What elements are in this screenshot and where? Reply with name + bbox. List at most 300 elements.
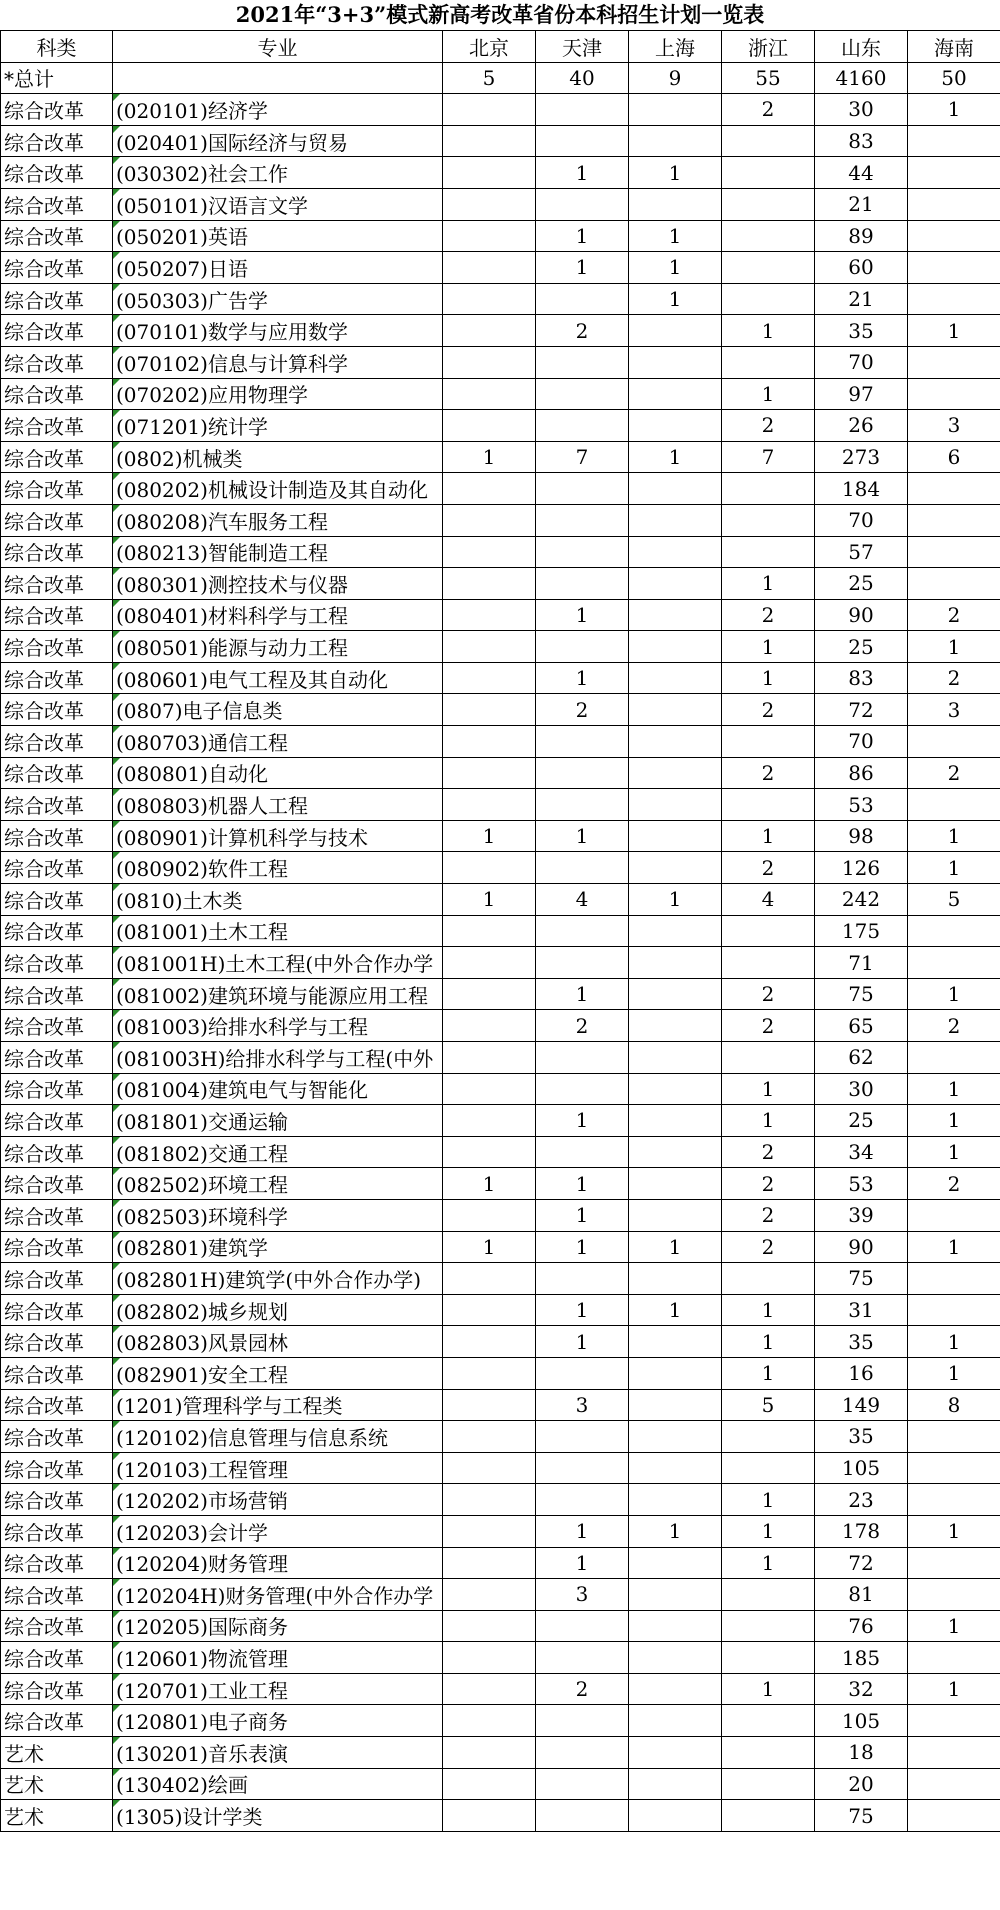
beijing-cell[interactable] — [443, 188, 536, 220]
hainan-cell[interactable] — [908, 125, 1000, 157]
beijing-cell[interactable] — [443, 1452, 536, 1484]
category-cell[interactable]: 综合改革 — [1, 1168, 113, 1200]
category-cell[interactable]: 综合改革 — [1, 1421, 113, 1453]
shanghai-cell[interactable] — [629, 1010, 722, 1042]
beijing-cell[interactable]: 1 — [443, 441, 536, 473]
major-cell[interactable]: (0807)电子信息类 — [113, 694, 443, 726]
beijing-cell[interactable] — [443, 1579, 536, 1611]
major-cell[interactable]: (050303)广告学 — [113, 283, 443, 315]
shandong-cell[interactable]: 90 — [815, 1231, 908, 1263]
hainan-cell[interactable] — [908, 726, 1000, 758]
shandong-cell[interactable]: 72 — [815, 1547, 908, 1579]
zhejiang-cell[interactable]: 1 — [722, 631, 815, 663]
zhejiang-cell[interactable]: 1 — [722, 820, 815, 852]
tianjin-cell[interactable] — [536, 1263, 629, 1295]
zhejiang-cell[interactable] — [722, 726, 815, 758]
category-cell[interactable]: 艺术 — [1, 1737, 113, 1769]
shandong-cell[interactable]: 72 — [815, 694, 908, 726]
shandong-cell[interactable]: 126 — [815, 852, 908, 884]
zhejiang-cell[interactable] — [722, 1768, 815, 1800]
shanghai-cell[interactable] — [629, 1705, 722, 1737]
beijing-cell[interactable] — [443, 978, 536, 1010]
major-cell[interactable]: (130402)绘画 — [113, 1768, 443, 1800]
shanghai-cell[interactable] — [629, 346, 722, 378]
shandong-cell[interactable]: 35 — [815, 1326, 908, 1358]
category-cell[interactable]: 综合改革 — [1, 220, 113, 252]
hainan-cell[interactable] — [908, 1452, 1000, 1484]
tianjin-cell[interactable] — [536, 1800, 629, 1832]
tianjin-cell[interactable]: 1 — [536, 157, 629, 189]
hainan-cell[interactable] — [908, 1421, 1000, 1453]
beijing-cell[interactable] — [443, 1042, 536, 1074]
zhejiang-cell[interactable]: 2 — [722, 694, 815, 726]
zhejiang-cell[interactable] — [722, 220, 815, 252]
shanghai-cell[interactable] — [629, 536, 722, 568]
shanghai-cell[interactable] — [629, 915, 722, 947]
category-cell[interactable]: 综合改革 — [1, 1610, 113, 1642]
category-cell[interactable]: 综合改革 — [1, 188, 113, 220]
category-cell[interactable]: 综合改革 — [1, 1673, 113, 1705]
beijing-cell[interactable] — [443, 726, 536, 758]
tianjin-cell[interactable]: 2 — [536, 1010, 629, 1042]
shanghai-cell[interactable] — [629, 410, 722, 442]
beijing-cell[interactable] — [443, 1484, 536, 1516]
zhejiang-cell[interactable] — [722, 1263, 815, 1295]
beijing-cell[interactable]: 1 — [443, 1168, 536, 1200]
beijing-cell[interactable] — [443, 378, 536, 410]
shanghai-cell[interactable] — [629, 1263, 722, 1295]
category-cell[interactable]: 综合改革 — [1, 1010, 113, 1042]
shanghai-cell[interactable] — [629, 1673, 722, 1705]
zhejiang-cell[interactable]: 1 — [722, 1073, 815, 1105]
shandong-cell[interactable]: 34 — [815, 1136, 908, 1168]
tianjin-cell[interactable] — [536, 536, 629, 568]
shanghai-cell[interactable] — [629, 1768, 722, 1800]
category-cell[interactable]: 综合改革 — [1, 473, 113, 505]
shandong-cell[interactable]: 89 — [815, 220, 908, 252]
shandong-cell[interactable]: 98 — [815, 820, 908, 852]
shanghai-cell[interactable]: 1 — [629, 252, 722, 284]
hainan-cell[interactable] — [908, 1800, 1000, 1832]
shanghai-cell[interactable]: 1 — [629, 1231, 722, 1263]
hainan-cell[interactable]: 1 — [908, 978, 1000, 1010]
hainan-cell[interactable]: 2 — [908, 1168, 1000, 1200]
shanghai-cell[interactable]: 1 — [629, 157, 722, 189]
major-cell[interactable]: (080501)能源与动力工程 — [113, 631, 443, 663]
category-cell[interactable]: 综合改革 — [1, 315, 113, 347]
shandong-cell[interactable]: 70 — [815, 726, 908, 758]
shandong-cell[interactable]: 30 — [815, 94, 908, 126]
zhejiang-cell[interactable] — [722, 125, 815, 157]
hainan-cell[interactable] — [908, 536, 1000, 568]
tianjin-cell[interactable] — [536, 504, 629, 536]
hainan-cell[interactable]: 1 — [908, 820, 1000, 852]
shandong-cell[interactable]: 97 — [815, 378, 908, 410]
beijing-cell[interactable] — [443, 125, 536, 157]
shanghai-cell[interactable] — [629, 1073, 722, 1105]
tianjin-cell[interactable] — [536, 410, 629, 442]
major-cell[interactable]: (050207)日语 — [113, 252, 443, 284]
hainan-cell[interactable] — [908, 283, 1000, 315]
category-cell[interactable]: 综合改革 — [1, 947, 113, 979]
beijing-cell[interactable] — [443, 1199, 536, 1231]
tianjin-cell[interactable]: 1 — [536, 820, 629, 852]
zhejiang-cell[interactable]: 2 — [722, 1231, 815, 1263]
tianjin-cell[interactable] — [536, 568, 629, 600]
beijing-cell[interactable] — [443, 536, 536, 568]
shanghai-cell[interactable] — [629, 852, 722, 884]
category-cell[interactable]: 综合改革 — [1, 157, 113, 189]
hainan-cell[interactable]: 1 — [908, 1673, 1000, 1705]
hainan-cell[interactable]: 5 — [908, 884, 1000, 916]
shanghai-cell[interactable]: 1 — [629, 220, 722, 252]
beijing-cell[interactable] — [443, 157, 536, 189]
hainan-cell[interactable]: 2 — [908, 599, 1000, 631]
hainan-cell[interactable]: 3 — [908, 410, 1000, 442]
shanghai-cell[interactable] — [629, 947, 722, 979]
shandong-cell[interactable]: 20 — [815, 1768, 908, 1800]
shandong-cell[interactable]: 32 — [815, 1673, 908, 1705]
zhejiang-cell[interactable]: 2 — [722, 852, 815, 884]
shanghai-cell[interactable] — [629, 1389, 722, 1421]
category-cell[interactable]: 综合改革 — [1, 662, 113, 694]
major-cell[interactable]: (082901)安全工程 — [113, 1357, 443, 1389]
major-cell[interactable]: (080901)计算机科学与技术 — [113, 820, 443, 852]
shandong-cell[interactable]: 81 — [815, 1579, 908, 1611]
category-cell[interactable]: 综合改革 — [1, 1326, 113, 1358]
category-cell[interactable]: 综合改革 — [1, 283, 113, 315]
major-cell[interactable]: (1201)管理科学与工程类 — [113, 1389, 443, 1421]
tianjin-cell[interactable] — [536, 726, 629, 758]
tianjin-cell[interactable]: 1 — [536, 1168, 629, 1200]
tianjin-cell[interactable] — [536, 1642, 629, 1674]
shanghai-cell[interactable] — [629, 1105, 722, 1137]
major-cell[interactable]: (081003H)给排水科学与工程(中外 — [113, 1042, 443, 1074]
shandong-cell[interactable]: 53 — [815, 789, 908, 821]
shandong-cell[interactable]: 39 — [815, 1199, 908, 1231]
beijing-cell[interactable] — [443, 1357, 536, 1389]
category-cell[interactable]: 综合改革 — [1, 1547, 113, 1579]
shanghai-cell[interactable] — [629, 694, 722, 726]
category-cell[interactable]: 综合改革 — [1, 820, 113, 852]
hainan-cell[interactable]: 2 — [908, 1010, 1000, 1042]
tianjin-cell[interactable] — [536, 1136, 629, 1168]
zhejiang-cell[interactable] — [722, 1705, 815, 1737]
beijing-cell[interactable]: 1 — [443, 1231, 536, 1263]
shanghai-cell[interactable] — [629, 125, 722, 157]
hainan-cell[interactable]: 8 — [908, 1389, 1000, 1421]
tianjin-cell[interactable]: 1 — [536, 252, 629, 284]
hainan-cell[interactable]: 1 — [908, 1136, 1000, 1168]
major-cell[interactable]: (030302)社会工作 — [113, 157, 443, 189]
hainan-cell[interactable] — [908, 220, 1000, 252]
tianjin-cell[interactable]: 1 — [536, 1515, 629, 1547]
beijing-cell[interactable] — [443, 1073, 536, 1105]
major-cell[interactable]: (080902)软件工程 — [113, 852, 443, 884]
hainan-cell[interactable] — [908, 1768, 1000, 1800]
category-cell[interactable]: 综合改革 — [1, 599, 113, 631]
beijing-cell[interactable] — [443, 315, 536, 347]
zhejiang-cell[interactable]: 2 — [722, 1168, 815, 1200]
beijing-cell[interactable] — [443, 1421, 536, 1453]
beijing-cell[interactable] — [443, 220, 536, 252]
hainan-cell[interactable] — [908, 1705, 1000, 1737]
major-cell[interactable]: (020401)国际经济与贸易 — [113, 125, 443, 157]
hainan-cell[interactable] — [908, 1642, 1000, 1674]
tianjin-cell[interactable] — [536, 94, 629, 126]
shandong-cell[interactable]: 71 — [815, 947, 908, 979]
beijing-cell[interactable] — [443, 662, 536, 694]
shanghai-cell[interactable] — [629, 188, 722, 220]
beijing-cell[interactable]: 5 — [443, 62, 536, 94]
major-cell[interactable]: (082801)建筑学 — [113, 1231, 443, 1263]
zhejiang-cell[interactable]: 2 — [722, 1199, 815, 1231]
tianjin-cell[interactable]: 2 — [536, 315, 629, 347]
shandong-cell[interactable]: 62 — [815, 1042, 908, 1074]
major-cell[interactable]: (070102)信息与计算科学 — [113, 346, 443, 378]
tianjin-cell[interactable]: 4 — [536, 884, 629, 916]
beijing-cell[interactable] — [443, 1673, 536, 1705]
beijing-cell[interactable] — [443, 599, 536, 631]
shandong-cell[interactable]: 70 — [815, 346, 908, 378]
shandong-cell[interactable]: 65 — [815, 1010, 908, 1042]
hainan-cell[interactable] — [908, 1579, 1000, 1611]
tianjin-cell[interactable]: 1 — [536, 1105, 629, 1137]
zhejiang-cell[interactable]: 1 — [722, 1326, 815, 1358]
shanghai-cell[interactable] — [629, 978, 722, 1010]
tianjin-cell[interactable]: 1 — [536, 1547, 629, 1579]
category-cell[interactable]: 综合改革 — [1, 1389, 113, 1421]
shandong-cell[interactable]: 21 — [815, 283, 908, 315]
category-cell[interactable]: 综合改革 — [1, 726, 113, 758]
tianjin-cell[interactable]: 3 — [536, 1389, 629, 1421]
shandong-cell[interactable]: 60 — [815, 252, 908, 284]
tianjin-cell[interactable] — [536, 631, 629, 663]
category-cell[interactable]: 艺术 — [1, 1768, 113, 1800]
zhejiang-cell[interactable]: 1 — [722, 1484, 815, 1516]
major-cell[interactable]: (081801)交通运输 — [113, 1105, 443, 1137]
beijing-cell[interactable] — [443, 1768, 536, 1800]
hainan-cell[interactable]: 1 — [908, 852, 1000, 884]
zhejiang-cell[interactable]: 7 — [722, 441, 815, 473]
beijing-cell[interactable] — [443, 915, 536, 947]
shanghai-cell[interactable] — [629, 1168, 722, 1200]
major-cell[interactable] — [113, 62, 443, 94]
major-cell[interactable]: (120701)工业工程 — [113, 1673, 443, 1705]
beijing-cell[interactable] — [443, 1105, 536, 1137]
shanghai-cell[interactable] — [629, 1452, 722, 1484]
shanghai-cell[interactable] — [629, 726, 722, 758]
hainan-cell[interactable] — [908, 346, 1000, 378]
shanghai-cell[interactable] — [629, 631, 722, 663]
tianjin-cell[interactable]: 1 — [536, 220, 629, 252]
hainan-cell[interactable] — [908, 1737, 1000, 1769]
hainan-cell[interactable] — [908, 473, 1000, 505]
beijing-cell[interactable] — [443, 631, 536, 663]
tianjin-cell[interactable]: 2 — [536, 694, 629, 726]
zhejiang-cell[interactable]: 2 — [722, 1010, 815, 1042]
shanghai-cell[interactable] — [629, 473, 722, 505]
shandong-cell[interactable]: 149 — [815, 1389, 908, 1421]
shanghai-cell[interactable] — [629, 1579, 722, 1611]
beijing-cell[interactable] — [443, 1263, 536, 1295]
zhejiang-cell[interactable] — [722, 252, 815, 284]
hainan-cell[interactable]: 1 — [908, 1073, 1000, 1105]
beijing-cell[interactable] — [443, 1705, 536, 1737]
shandong-cell[interactable]: 86 — [815, 757, 908, 789]
shanghai-cell[interactable] — [629, 757, 722, 789]
category-cell[interactable]: 综合改革 — [1, 1705, 113, 1737]
shanghai-cell[interactable] — [629, 1199, 722, 1231]
category-cell[interactable]: 综合改革 — [1, 1357, 113, 1389]
shandong-cell[interactable]: 30 — [815, 1073, 908, 1105]
beijing-cell[interactable] — [443, 568, 536, 600]
category-cell[interactable]: 综合改革 — [1, 757, 113, 789]
shandong-cell[interactable]: 185 — [815, 1642, 908, 1674]
major-cell[interactable]: (050201)英语 — [113, 220, 443, 252]
tianjin-cell[interactable] — [536, 1705, 629, 1737]
major-cell[interactable]: (081003)给排水科学与工程 — [113, 1010, 443, 1042]
beijing-cell[interactable] — [443, 947, 536, 979]
tianjin-cell[interactable] — [536, 346, 629, 378]
category-cell[interactable]: 综合改革 — [1, 441, 113, 473]
zhejiang-cell[interactable] — [722, 188, 815, 220]
category-cell[interactable]: 综合改革 — [1, 1484, 113, 1516]
tianjin-cell[interactable]: 1 — [536, 1199, 629, 1231]
category-cell[interactable]: 综合改革 — [1, 1515, 113, 1547]
hainan-cell[interactable]: 50 — [908, 62, 1000, 94]
tianjin-cell[interactable] — [536, 852, 629, 884]
zhejiang-cell[interactable]: 2 — [722, 1136, 815, 1168]
shandong-cell[interactable]: 90 — [815, 599, 908, 631]
shandong-cell[interactable]: 23 — [815, 1484, 908, 1516]
major-cell[interactable]: (080703)通信工程 — [113, 726, 443, 758]
beijing-cell[interactable] — [443, 1515, 536, 1547]
beijing-cell[interactable] — [443, 1294, 536, 1326]
beijing-cell[interactable] — [443, 410, 536, 442]
hainan-cell[interactable] — [908, 1199, 1000, 1231]
major-cell[interactable]: (081802)交通工程 — [113, 1136, 443, 1168]
shanghai-cell[interactable] — [629, 1547, 722, 1579]
shanghai-cell[interactable] — [629, 1326, 722, 1358]
beijing-cell[interactable]: 1 — [443, 820, 536, 852]
tianjin-cell[interactable] — [536, 915, 629, 947]
shandong-cell[interactable]: 18 — [815, 1737, 908, 1769]
category-cell[interactable]: 综合改革 — [1, 536, 113, 568]
shandong-cell[interactable]: 4160 — [815, 62, 908, 94]
zhejiang-cell[interactable] — [722, 1642, 815, 1674]
major-cell[interactable]: (080301)测控技术与仪器 — [113, 568, 443, 600]
category-cell[interactable]: 综合改革 — [1, 1294, 113, 1326]
major-cell[interactable]: (120204)财务管理 — [113, 1547, 443, 1579]
major-cell[interactable]: (081001H)土木工程(中外合作办学 — [113, 947, 443, 979]
shanghai-cell[interactable] — [629, 1136, 722, 1168]
zhejiang-cell[interactable]: 1 — [722, 568, 815, 600]
tianjin-cell[interactable] — [536, 188, 629, 220]
category-cell[interactable]: 综合改革 — [1, 1042, 113, 1074]
category-cell[interactable]: 综合改革 — [1, 1642, 113, 1674]
major-cell[interactable]: (120103)工程管理 — [113, 1452, 443, 1484]
shandong-cell[interactable]: 83 — [815, 662, 908, 694]
major-cell[interactable]: (080601)电气工程及其自动化 — [113, 662, 443, 694]
shandong-cell[interactable]: 175 — [815, 915, 908, 947]
hainan-cell[interactable]: 2 — [908, 662, 1000, 694]
shandong-cell[interactable]: 184 — [815, 473, 908, 505]
hainan-cell[interactable] — [908, 1042, 1000, 1074]
category-cell[interactable]: 综合改革 — [1, 125, 113, 157]
shandong-cell[interactable]: 35 — [815, 1421, 908, 1453]
shandong-cell[interactable]: 75 — [815, 1800, 908, 1832]
shanghai-cell[interactable] — [629, 94, 722, 126]
category-cell[interactable]: 综合改革 — [1, 852, 113, 884]
shandong-cell[interactable]: 105 — [815, 1452, 908, 1484]
major-cell[interactable]: (1305)设计学类 — [113, 1800, 443, 1832]
category-cell[interactable]: 综合改革 — [1, 694, 113, 726]
shanghai-cell[interactable] — [629, 568, 722, 600]
shanghai-cell[interactable] — [629, 1642, 722, 1674]
major-cell[interactable]: (120205)国际商务 — [113, 1610, 443, 1642]
beijing-cell[interactable] — [443, 852, 536, 884]
tianjin-cell[interactable]: 2 — [536, 1673, 629, 1705]
hainan-cell[interactable] — [908, 188, 1000, 220]
category-cell[interactable]: 综合改革 — [1, 631, 113, 663]
shandong-cell[interactable]: 75 — [815, 1263, 908, 1295]
major-cell[interactable]: (0810)土木类 — [113, 884, 443, 916]
shanghai-cell[interactable] — [629, 1737, 722, 1769]
zhejiang-cell[interactable]: 2 — [722, 599, 815, 631]
shanghai-cell[interactable] — [629, 1800, 722, 1832]
shandong-cell[interactable]: 31 — [815, 1294, 908, 1326]
category-cell[interactable]: 综合改革 — [1, 94, 113, 126]
hainan-cell[interactable] — [908, 157, 1000, 189]
shandong-cell[interactable]: 76 — [815, 1610, 908, 1642]
major-cell[interactable]: (082502)环境工程 — [113, 1168, 443, 1200]
tianjin-cell[interactable]: 1 — [536, 978, 629, 1010]
hainan-cell[interactable] — [908, 252, 1000, 284]
major-cell[interactable]: (050101)汉语言文学 — [113, 188, 443, 220]
shandong-cell[interactable]: 83 — [815, 125, 908, 157]
tianjin-cell[interactable] — [536, 757, 629, 789]
zhejiang-cell[interactable] — [722, 473, 815, 505]
tianjin-cell[interactable] — [536, 1357, 629, 1389]
hainan-cell[interactable] — [908, 1263, 1000, 1295]
category-cell[interactable]: 综合改革 — [1, 978, 113, 1010]
major-cell[interactable]: (120202)市场营销 — [113, 1484, 443, 1516]
zhejiang-cell[interactable] — [722, 1452, 815, 1484]
hainan-cell[interactable] — [908, 1547, 1000, 1579]
zhejiang-cell[interactable] — [722, 789, 815, 821]
tianjin-cell[interactable] — [536, 1484, 629, 1516]
zhejiang-cell[interactable] — [722, 1421, 815, 1453]
zhejiang-cell[interactable]: 5 — [722, 1389, 815, 1421]
shanghai-cell[interactable] — [629, 1610, 722, 1642]
zhejiang-cell[interactable] — [722, 157, 815, 189]
category-cell[interactable]: 综合改革 — [1, 346, 113, 378]
tianjin-cell[interactable] — [536, 1421, 629, 1453]
category-cell[interactable]: 艺术 — [1, 1800, 113, 1832]
major-cell[interactable]: (081002)建筑环境与能源应用工程 — [113, 978, 443, 1010]
shanghai-cell[interactable] — [629, 662, 722, 694]
shanghai-cell[interactable] — [629, 820, 722, 852]
zhejiang-cell[interactable]: 2 — [722, 410, 815, 442]
shanghai-cell[interactable] — [629, 1042, 722, 1074]
shandong-cell[interactable]: 44 — [815, 157, 908, 189]
category-cell[interactable]: 综合改革 — [1, 789, 113, 821]
zhejiang-cell[interactable] — [722, 1579, 815, 1611]
major-cell[interactable]: (081001)土木工程 — [113, 915, 443, 947]
major-cell[interactable]: (082503)环境科学 — [113, 1199, 443, 1231]
tianjin-cell[interactable] — [536, 1737, 629, 1769]
